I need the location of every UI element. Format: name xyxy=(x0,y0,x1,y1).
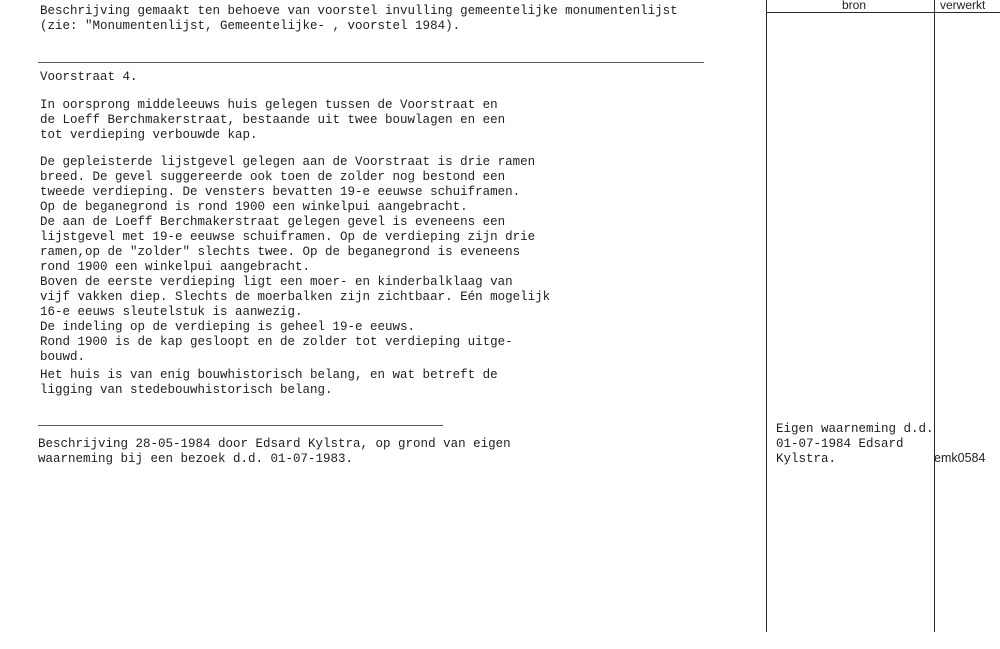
processed-code: emk0584 xyxy=(934,451,986,465)
address-heading: Voorstraat 4. xyxy=(40,70,138,84)
paragraph-2-line: De aan de Loeff Berchmakerstraat gelegen gevel is eveneens een xyxy=(40,215,506,229)
footer-line: waarneming bij een bezoek d.d. 01-07-1983. xyxy=(38,452,354,466)
footer-line: Beschrijving 28-05-1984 door Edsard Kylstra, op grond van eigen xyxy=(38,437,511,451)
source-note-line: Eigen waarneming d.d. xyxy=(776,422,934,436)
paragraph-2-line: ramen,op de "zolder" slechts twee. Op de beganegrond is eveneens xyxy=(40,245,521,259)
paragraph-2-line: bouwd. xyxy=(40,350,86,364)
paragraph-2-line: De gepleisterde lijstgevel gelegen aan de Voorstraat is drie ramen xyxy=(40,155,536,169)
paragraph-2-line: De indeling op de verdieping is geheel 19-e eeuws. xyxy=(40,320,416,334)
paragraph-2-line: Rond 1900 is de kap gesloopt en de zolder tot verdieping uitge- xyxy=(40,335,513,349)
paragraph-2-line: rond 1900 een winkelpui aangebracht. xyxy=(40,260,311,274)
column-header-rule xyxy=(766,12,1000,13)
paragraph-2-line: lijstgevel met 19-e eeuwse schuiframen. Op de verdieping zijn drie xyxy=(40,230,536,244)
paragraph-1-line: de Loeff Berchmakerstraat, bestaande uit twee bouwlagen en een xyxy=(40,113,506,127)
source-note-line: 01-07-1984 Edsard xyxy=(776,437,904,451)
processed-column-border xyxy=(934,0,935,632)
paragraph-3-line: ligging van stedebouwhistorisch belang. xyxy=(40,383,333,397)
footer-divider xyxy=(38,425,443,426)
paragraph-2-line: vijf vakken diep. Slechts de moerbalken zijn zichtbaar. Eén mogelijk xyxy=(40,290,551,304)
paragraph-1-line: tot verdieping verbouwde kap. xyxy=(40,128,258,142)
paragraph-2-line: breed. De gevel suggereerde ook toen de zolder nog bestond een xyxy=(40,170,506,184)
paragraph-2-line: 16-e eeuws sleutelstuk is aanwezig. xyxy=(40,305,303,319)
processed-column-header: verwerkt xyxy=(940,0,986,12)
paragraph-2-line: Boven de eerste verdieping ligt een moer- en kinderbalklaag van xyxy=(40,275,513,289)
header-divider xyxy=(38,62,704,63)
header-line-1: Beschrijving gemaakt ten behoeve van voorstel invulling gemeentelijke monumentenlijst xyxy=(40,4,678,18)
paragraph-3-line: Het huis is van enig bouwhistorisch belang, en wat betreft de xyxy=(40,368,498,382)
source-column-header: bron xyxy=(842,0,867,12)
paragraph-2-line: Op de beganegrond is rond 1900 een winkelpui aangebracht. xyxy=(40,200,468,214)
paragraph-1-line: In oorsprong middeleeuws huis gelegen tussen de Voorstraat en xyxy=(40,98,498,112)
source-column-border xyxy=(766,0,767,632)
paragraph-2-line: tweede verdieping. De vensters bevatten 19-e eeuwse schuiframen. xyxy=(40,185,521,199)
header-line-2: (zie: "Monumentenlijst, Gemeentelijke- , voorstel 1984). xyxy=(40,19,461,33)
source-note-line: Kylstra. xyxy=(776,452,837,466)
